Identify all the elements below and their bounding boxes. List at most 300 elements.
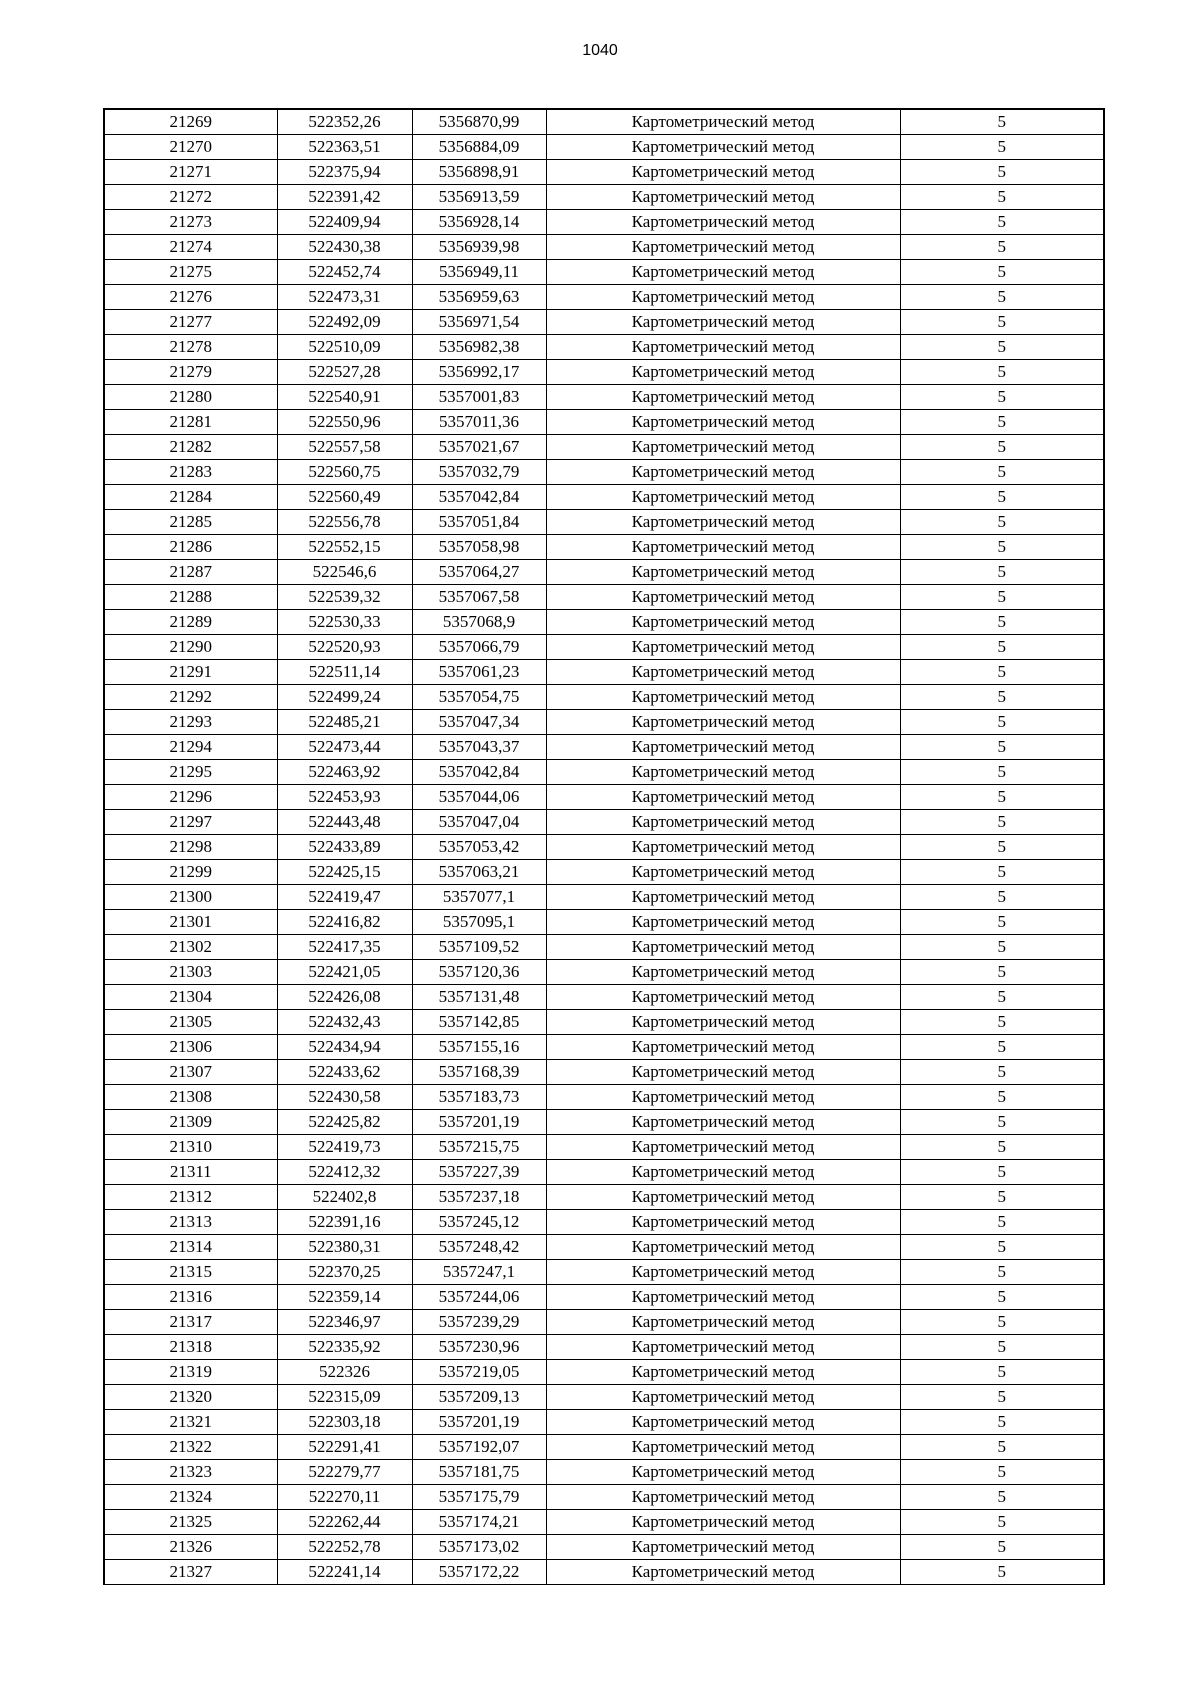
table-row (104, 610, 1104, 635)
table-row (104, 160, 1104, 185)
method-cell: Картометрический метод (546, 1535, 900, 1560)
y-coordinate-cell: 5357168,39 (412, 1060, 546, 1085)
y-coordinate-cell: 5357058,98 (412, 535, 546, 560)
y-coordinate-cell: 5357032,79 (412, 460, 546, 485)
y-coordinate-cell: 5357067,58 (412, 585, 546, 610)
table-row (104, 1535, 1104, 1560)
y-coordinate-cell: 5356898,91 (412, 160, 546, 185)
accuracy-cell: 5 (900, 835, 1104, 860)
x-coordinate-cell: 522352,26 (277, 109, 412, 135)
x-coordinate-cell: 522421,05 (277, 960, 412, 985)
table-row (104, 810, 1104, 835)
accuracy-cell: 5 (900, 1335, 1104, 1360)
accuracy-cell: 5 (900, 1535, 1104, 1560)
accuracy-cell: 5 (900, 535, 1104, 560)
accuracy-cell: 5 (900, 335, 1104, 360)
accuracy-cell: 5 (900, 960, 1104, 985)
method-cell: Картометрический метод (546, 1260, 900, 1285)
method-cell: Картометрический метод (546, 785, 900, 810)
point-number-cell: 21319 (104, 1360, 277, 1385)
point-number-cell: 21313 (104, 1210, 277, 1235)
point-number-cell: 21271 (104, 160, 277, 185)
accuracy-cell: 5 (900, 1260, 1104, 1285)
table-row (104, 1060, 1104, 1085)
accuracy-cell: 5 (900, 560, 1104, 585)
method-cell: Картометрический метод (546, 1085, 900, 1110)
x-coordinate-cell: 522433,62 (277, 1060, 412, 1085)
table-row (104, 1085, 1104, 1110)
x-coordinate-cell: 522430,58 (277, 1085, 412, 1110)
point-number-cell: 21322 (104, 1435, 277, 1460)
method-cell: Картометрический метод (546, 410, 900, 435)
accuracy-cell: 5 (900, 635, 1104, 660)
accuracy-cell: 5 (900, 135, 1104, 160)
accuracy-cell: 5 (900, 260, 1104, 285)
table-row (104, 1410, 1104, 1435)
point-number-cell: 21311 (104, 1160, 277, 1185)
y-coordinate-cell: 5357042,84 (412, 760, 546, 785)
y-coordinate-cell: 5357001,83 (412, 385, 546, 410)
table-row (104, 760, 1104, 785)
y-coordinate-cell: 5357047,34 (412, 710, 546, 735)
y-coordinate-cell: 5357066,79 (412, 635, 546, 660)
x-coordinate-cell: 522279,77 (277, 1460, 412, 1485)
y-coordinate-cell: 5357054,75 (412, 685, 546, 710)
table-row (104, 1110, 1104, 1135)
point-number-cell: 21281 (104, 410, 277, 435)
point-number-cell: 21291 (104, 660, 277, 685)
y-coordinate-cell: 5357209,13 (412, 1385, 546, 1410)
accuracy-cell: 5 (900, 485, 1104, 510)
y-coordinate-cell: 5357053,42 (412, 835, 546, 860)
method-cell: Картометрический метод (546, 760, 900, 785)
accuracy-cell: 5 (900, 410, 1104, 435)
y-coordinate-cell: 5357215,75 (412, 1135, 546, 1160)
method-cell: Картометрический метод (546, 1360, 900, 1385)
point-number-cell: 21302 (104, 935, 277, 960)
table-row (104, 1360, 1104, 1385)
accuracy-cell: 5 (900, 810, 1104, 835)
method-cell: Картометрический метод (546, 1235, 900, 1260)
method-cell: Картометрический метод (546, 1385, 900, 1410)
accuracy-cell: 5 (900, 1460, 1104, 1485)
x-coordinate-cell: 522430,38 (277, 235, 412, 260)
y-coordinate-cell: 5357230,96 (412, 1335, 546, 1360)
table-row (104, 735, 1104, 760)
table-row (104, 535, 1104, 560)
y-coordinate-cell: 5356913,59 (412, 185, 546, 210)
method-cell: Картометрический метод (546, 860, 900, 885)
method-cell: Картометрический метод (546, 485, 900, 510)
method-cell: Картометрический метод (546, 710, 900, 735)
method-cell: Картометрический метод (546, 1160, 900, 1185)
point-number-cell: 21277 (104, 310, 277, 335)
point-number-cell: 21274 (104, 235, 277, 260)
y-coordinate-cell: 5357051,84 (412, 510, 546, 535)
accuracy-cell: 5 (900, 1310, 1104, 1335)
y-coordinate-cell: 5357219,05 (412, 1360, 546, 1385)
method-cell: Картометрический метод (546, 585, 900, 610)
x-coordinate-cell: 522363,51 (277, 135, 412, 160)
accuracy-cell: 5 (900, 935, 1104, 960)
x-coordinate-cell: 522546,6 (277, 560, 412, 585)
method-cell: Картометрический метод (546, 360, 900, 385)
x-coordinate-cell: 522412,32 (277, 1160, 412, 1185)
coordinates-table (103, 108, 1105, 1585)
table-row (104, 260, 1104, 285)
accuracy-cell: 5 (900, 1010, 1104, 1035)
method-cell: Картометрический метод (546, 660, 900, 685)
x-coordinate-cell: 522315,09 (277, 1385, 412, 1410)
method-cell: Картометрический метод (546, 260, 900, 285)
method-cell: Картометрический метод (546, 1035, 900, 1060)
y-coordinate-cell: 5357247,1 (412, 1260, 546, 1285)
method-cell: Картометрический метод (546, 635, 900, 660)
accuracy-cell: 5 (900, 1410, 1104, 1435)
table-row (104, 1010, 1104, 1035)
x-coordinate-cell: 522326 (277, 1360, 412, 1385)
point-number-cell: 21315 (104, 1260, 277, 1285)
method-cell: Картометрический метод (546, 160, 900, 185)
accuracy-cell: 5 (900, 1035, 1104, 1060)
method-cell: Картометрический метод (546, 1210, 900, 1235)
y-coordinate-cell: 5357174,21 (412, 1510, 546, 1535)
x-coordinate-cell: 522433,89 (277, 835, 412, 860)
y-coordinate-cell: 5357043,37 (412, 735, 546, 760)
table-row (104, 435, 1104, 460)
point-number-cell: 21287 (104, 560, 277, 585)
accuracy-cell: 5 (900, 1110, 1104, 1135)
method-cell: Картометрический метод (546, 135, 900, 160)
y-coordinate-cell: 5357245,12 (412, 1210, 546, 1235)
y-coordinate-cell: 5357047,04 (412, 810, 546, 835)
table-row (104, 1310, 1104, 1335)
point-number-cell: 21308 (104, 1085, 277, 1110)
x-coordinate-cell: 522473,44 (277, 735, 412, 760)
point-number-cell: 21325 (104, 1510, 277, 1535)
y-coordinate-cell: 5357068,9 (412, 610, 546, 635)
method-cell: Картометрический метод (546, 1285, 900, 1310)
table-row (104, 1460, 1104, 1485)
accuracy-cell: 5 (900, 585, 1104, 610)
table-row (104, 235, 1104, 260)
accuracy-cell: 5 (900, 1060, 1104, 1085)
method-cell: Картометрический метод (546, 1110, 900, 1135)
y-coordinate-cell: 5357173,02 (412, 1535, 546, 1560)
y-coordinate-cell: 5356884,09 (412, 135, 546, 160)
accuracy-cell: 5 (900, 460, 1104, 485)
table-row (104, 1560, 1104, 1585)
y-coordinate-cell: 5357201,19 (412, 1110, 546, 1135)
point-number-cell: 21304 (104, 985, 277, 1010)
y-coordinate-cell: 5357172,22 (412, 1560, 546, 1585)
point-number-cell: 21273 (104, 210, 277, 235)
table-row (104, 1135, 1104, 1160)
table-row (104, 1385, 1104, 1410)
point-number-cell: 21301 (104, 910, 277, 935)
point-number-cell: 21288 (104, 585, 277, 610)
x-coordinate-cell: 522425,15 (277, 860, 412, 885)
point-number-cell: 21275 (104, 260, 277, 285)
x-coordinate-cell: 522426,08 (277, 985, 412, 1010)
y-coordinate-cell: 5357181,75 (412, 1460, 546, 1485)
table-row (104, 285, 1104, 310)
method-cell: Картометрический метод (546, 1010, 900, 1035)
method-cell: Картометрический метод (546, 1060, 900, 1085)
x-coordinate-cell: 522335,92 (277, 1335, 412, 1360)
x-coordinate-cell: 522391,42 (277, 185, 412, 210)
method-cell: Картометрический метод (546, 235, 900, 260)
point-number-cell: 21314 (104, 1235, 277, 1260)
x-coordinate-cell: 522453,93 (277, 785, 412, 810)
point-number-cell: 21307 (104, 1060, 277, 1085)
accuracy-cell: 5 (900, 985, 1104, 1010)
method-cell: Картометрический метод (546, 460, 900, 485)
method-cell: Картометрический метод (546, 185, 900, 210)
table-row (104, 935, 1104, 960)
point-number-cell: 21299 (104, 860, 277, 885)
table-row (104, 360, 1104, 385)
table-row (104, 1260, 1104, 1285)
method-cell: Картометрический метод (546, 1310, 900, 1335)
accuracy-cell: 5 (900, 710, 1104, 735)
accuracy-cell: 5 (900, 510, 1104, 535)
point-number-cell: 21324 (104, 1485, 277, 1510)
point-number-cell: 21309 (104, 1110, 277, 1135)
table-row (104, 1435, 1104, 1460)
method-cell: Картометрический метод (546, 535, 900, 560)
point-number-cell: 21295 (104, 760, 277, 785)
x-coordinate-cell: 522241,14 (277, 1560, 412, 1585)
point-number-cell: 21292 (104, 685, 277, 710)
method-cell: Картометрический метод (546, 285, 900, 310)
point-number-cell: 21306 (104, 1035, 277, 1060)
y-coordinate-cell: 5357201,19 (412, 1410, 546, 1435)
x-coordinate-cell: 522557,58 (277, 435, 412, 460)
table-row (104, 335, 1104, 360)
table-row (104, 560, 1104, 585)
x-coordinate-cell: 522492,09 (277, 310, 412, 335)
accuracy-cell: 5 (900, 160, 1104, 185)
table-row (104, 385, 1104, 410)
method-cell: Картометрический метод (546, 1410, 900, 1435)
table-row (104, 835, 1104, 860)
point-number-cell: 21303 (104, 960, 277, 985)
point-number-cell: 21312 (104, 1185, 277, 1210)
x-coordinate-cell: 522560,75 (277, 460, 412, 485)
y-coordinate-cell: 5357183,73 (412, 1085, 546, 1110)
y-coordinate-cell: 5357227,39 (412, 1160, 546, 1185)
y-coordinate-cell: 5356992,17 (412, 360, 546, 385)
point-number-cell: 21297 (104, 810, 277, 835)
y-coordinate-cell: 5357237,18 (412, 1185, 546, 1210)
table-row (104, 1335, 1104, 1360)
point-number-cell: 21282 (104, 435, 277, 460)
y-coordinate-cell: 5357042,84 (412, 485, 546, 510)
accuracy-cell: 5 (900, 235, 1104, 260)
table-row (104, 310, 1104, 335)
accuracy-cell: 5 (900, 285, 1104, 310)
x-coordinate-cell: 522409,94 (277, 210, 412, 235)
method-cell: Картометрический метод (546, 335, 900, 360)
x-coordinate-cell: 522550,96 (277, 410, 412, 435)
x-coordinate-cell: 522262,44 (277, 1510, 412, 1535)
x-coordinate-cell: 522510,09 (277, 335, 412, 360)
point-number-cell: 21284 (104, 485, 277, 510)
accuracy-cell: 5 (900, 660, 1104, 685)
point-number-cell: 21285 (104, 510, 277, 535)
x-coordinate-cell: 522560,49 (277, 485, 412, 510)
y-coordinate-cell: 5356949,11 (412, 260, 546, 285)
y-coordinate-cell: 5357248,42 (412, 1235, 546, 1260)
method-cell: Картометрический метод (546, 109, 900, 135)
accuracy-cell: 5 (900, 760, 1104, 785)
accuracy-cell: 5 (900, 1085, 1104, 1110)
y-coordinate-cell: 5357244,06 (412, 1285, 546, 1310)
table-row (104, 510, 1104, 535)
accuracy-cell: 5 (900, 785, 1104, 810)
point-number-cell: 21305 (104, 1010, 277, 1035)
method-cell: Картометрический метод (546, 560, 900, 585)
accuracy-cell: 5 (900, 1560, 1104, 1585)
x-coordinate-cell: 522527,28 (277, 360, 412, 385)
x-coordinate-cell: 522463,92 (277, 760, 412, 785)
table-row (104, 210, 1104, 235)
accuracy-cell: 5 (900, 860, 1104, 885)
x-coordinate-cell: 522402,8 (277, 1185, 412, 1210)
accuracy-cell: 5 (900, 385, 1104, 410)
method-cell: Картометрический метод (546, 960, 900, 985)
table-row (104, 1235, 1104, 1260)
accuracy-cell: 5 (900, 685, 1104, 710)
y-coordinate-cell: 5357239,29 (412, 1310, 546, 1335)
method-cell: Картометрический метод (546, 1185, 900, 1210)
accuracy-cell: 5 (900, 210, 1104, 235)
y-coordinate-cell: 5357021,67 (412, 435, 546, 460)
method-cell: Картометрический метод (546, 685, 900, 710)
table-row (104, 185, 1104, 210)
accuracy-cell: 5 (900, 1360, 1104, 1385)
point-number-cell: 21317 (104, 1310, 277, 1335)
x-coordinate-cell: 522370,25 (277, 1260, 412, 1285)
accuracy-cell: 5 (900, 1235, 1104, 1260)
x-coordinate-cell: 522511,14 (277, 660, 412, 685)
y-coordinate-cell: 5357095,1 (412, 910, 546, 935)
x-coordinate-cell: 522270,11 (277, 1485, 412, 1510)
method-cell: Картометрический метод (546, 1335, 900, 1360)
y-coordinate-cell: 5356982,38 (412, 335, 546, 360)
point-number-cell: 21327 (104, 1560, 277, 1585)
y-coordinate-cell: 5356939,98 (412, 235, 546, 260)
x-coordinate-cell: 522252,78 (277, 1535, 412, 1560)
y-coordinate-cell: 5357061,23 (412, 660, 546, 685)
method-cell: Картометрический метод (546, 210, 900, 235)
table-row (104, 660, 1104, 685)
table-row (104, 1210, 1104, 1235)
point-number-cell: 21298 (104, 835, 277, 860)
y-coordinate-cell: 5357192,07 (412, 1435, 546, 1460)
y-coordinate-cell: 5357109,52 (412, 935, 546, 960)
accuracy-cell: 5 (900, 1385, 1104, 1410)
accuracy-cell: 5 (900, 910, 1104, 935)
point-number-cell: 21283 (104, 460, 277, 485)
method-cell: Картометрический метод (546, 510, 900, 535)
y-coordinate-cell: 5356971,54 (412, 310, 546, 335)
method-cell: Картометрический метод (546, 935, 900, 960)
point-number-cell: 21318 (104, 1335, 277, 1360)
point-number-cell: 21289 (104, 610, 277, 635)
x-coordinate-cell: 522540,91 (277, 385, 412, 410)
y-coordinate-cell: 5356928,14 (412, 210, 546, 235)
x-coordinate-cell: 522443,48 (277, 810, 412, 835)
table-row (104, 585, 1104, 610)
y-coordinate-cell: 5357175,79 (412, 1485, 546, 1510)
x-coordinate-cell: 522291,41 (277, 1435, 412, 1460)
x-coordinate-cell: 522419,47 (277, 885, 412, 910)
y-coordinate-cell: 5357011,36 (412, 410, 546, 435)
x-coordinate-cell: 522452,74 (277, 260, 412, 285)
x-coordinate-cell: 522359,14 (277, 1285, 412, 1310)
x-coordinate-cell: 522432,43 (277, 1010, 412, 1035)
accuracy-cell: 5 (900, 109, 1104, 135)
point-number-cell: 21279 (104, 360, 277, 385)
method-cell: Картометрический метод (546, 735, 900, 760)
x-coordinate-cell: 522375,94 (277, 160, 412, 185)
table-row (104, 910, 1104, 935)
accuracy-cell: 5 (900, 1185, 1104, 1210)
point-number-cell: 21326 (104, 1535, 277, 1560)
table-row (104, 410, 1104, 435)
method-cell: Картометрический метод (546, 1435, 900, 1460)
accuracy-cell: 5 (900, 1160, 1104, 1185)
accuracy-cell: 5 (900, 435, 1104, 460)
x-coordinate-cell: 522485,21 (277, 710, 412, 735)
x-coordinate-cell: 522346,97 (277, 1310, 412, 1335)
accuracy-cell: 5 (900, 360, 1104, 385)
y-coordinate-cell: 5356870,99 (412, 109, 546, 135)
table-row (104, 1510, 1104, 1535)
page-number: 1040 (582, 42, 618, 59)
accuracy-cell: 5 (900, 610, 1104, 635)
y-coordinate-cell: 5357063,21 (412, 860, 546, 885)
method-cell: Картометрический метод (546, 985, 900, 1010)
table-row (104, 135, 1104, 160)
table-row (104, 1160, 1104, 1185)
point-number-cell: 21290 (104, 635, 277, 660)
x-coordinate-cell: 522556,78 (277, 510, 412, 535)
method-cell: Картометрический метод (546, 1135, 900, 1160)
method-cell: Картометрический метод (546, 1510, 900, 1535)
x-coordinate-cell: 522416,82 (277, 910, 412, 935)
accuracy-cell: 5 (900, 1510, 1104, 1535)
table-row (104, 885, 1104, 910)
point-number-cell: 21323 (104, 1460, 277, 1485)
table-row (104, 985, 1104, 1010)
point-number-cell: 21310 (104, 1135, 277, 1160)
table-row (104, 860, 1104, 885)
x-coordinate-cell: 522303,18 (277, 1410, 412, 1435)
x-coordinate-cell: 522391,16 (277, 1210, 412, 1235)
method-cell: Картометрический метод (546, 1485, 900, 1510)
table-row (104, 485, 1104, 510)
x-coordinate-cell: 522473,31 (277, 285, 412, 310)
x-coordinate-cell: 522419,73 (277, 1135, 412, 1160)
x-coordinate-cell: 522425,82 (277, 1110, 412, 1135)
accuracy-cell: 5 (900, 735, 1104, 760)
x-coordinate-cell: 522417,35 (277, 935, 412, 960)
table-row (104, 460, 1104, 485)
table-row (104, 1035, 1104, 1060)
